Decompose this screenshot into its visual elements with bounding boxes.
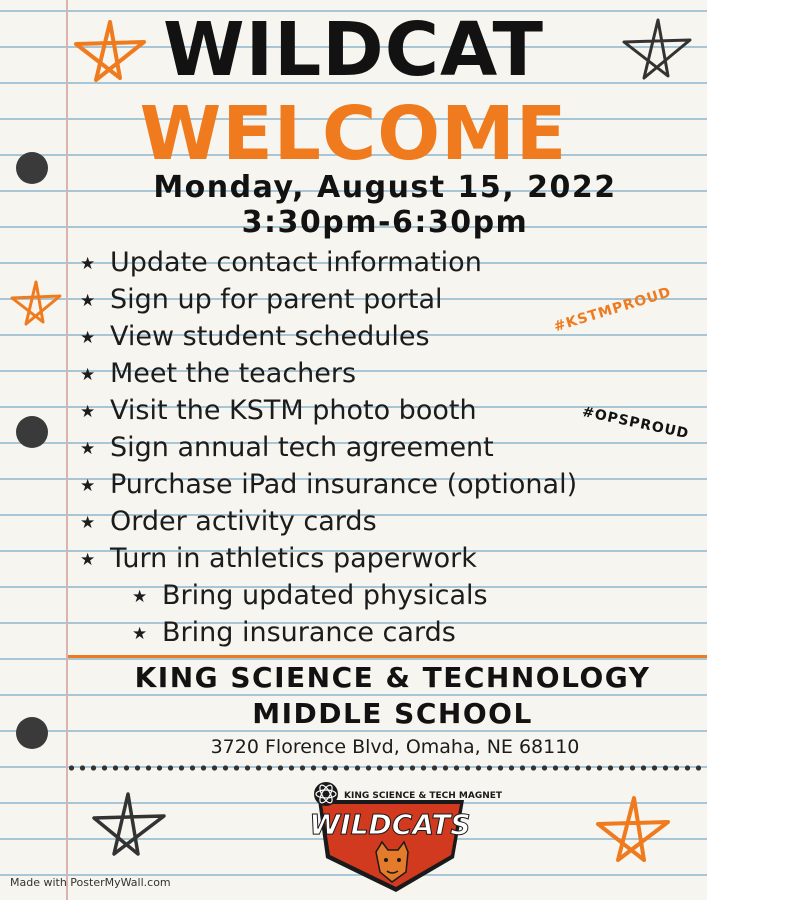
star-bullet-icon: ★ — [80, 439, 96, 459]
star-bullet-icon: ★ — [80, 402, 96, 422]
divider — [68, 655, 707, 658]
binder-hole — [16, 416, 48, 448]
hashtag-opsproud: #OPSPROUD — [580, 404, 691, 443]
star-bullet-icon: ★ — [80, 476, 96, 496]
list-item: ★ Update contact information — [80, 244, 577, 281]
star-bullet-icon: ★ — [80, 291, 96, 311]
list-item: ★ Sign up for parent portal — [80, 281, 577, 318]
logo-top-text: KING SCIENCE & TECH MAGNET — [344, 791, 503, 801]
list-item: ★ Order activity cards — [80, 503, 577, 540]
event-time: 3:30pm-6:30pm — [241, 205, 529, 240]
star-bullet-icon: ★ — [80, 365, 96, 385]
footer-credit: Made with PosterMyWall.com — [10, 876, 171, 889]
star-bullet-icon: ★ — [80, 550, 96, 570]
orange-star-doodle-icon — [592, 794, 672, 866]
orange-star-doodle-icon — [8, 280, 64, 326]
star-bullet-icon: ★ — [132, 587, 148, 607]
list-item: ★ View student schedules — [80, 318, 577, 355]
school-name-line2: MIDDLE SCHOOL — [252, 697, 533, 730]
list-item: ★ Sign annual tech agreement — [80, 429, 577, 466]
hashtag-kstmproud: #KSTMPROUD — [552, 284, 674, 336]
school-name-line1: KING SCIENCE & TECHNOLOGY — [134, 661, 651, 694]
sub-list-item: ★ Bring insurance cards — [80, 614, 577, 651]
list-item: ★ Turn in athletics paperwork — [80, 540, 577, 577]
title-wildcat: WILDCAT — [162, 7, 545, 93]
list-item: ★ Meet the teachers — [80, 355, 577, 392]
black-star-doodle-icon — [88, 790, 168, 860]
activity-list — [80, 244, 577, 651]
school-address: 3720 Florence Blvd, Omaha, NE 68110 — [210, 736, 580, 758]
list-item: ★ Visit the KSTM photo booth — [80, 392, 577, 429]
title-welcome: WELCOME — [139, 91, 568, 177]
dotted-divider — [66, 765, 707, 771]
wildcats-logo — [304, 776, 503, 894]
logo-wildcats-text: WILDCATS — [309, 808, 471, 841]
list-item: ★ Purchase iPad insurance (optional) — [80, 466, 577, 503]
star-bullet-icon: ★ — [80, 328, 96, 348]
event-date: Monday, August 15, 2022 — [153, 170, 617, 205]
star-bullet-icon: ★ — [132, 624, 148, 644]
star-bullet-icon: ★ — [80, 254, 96, 274]
star-bullet-icon: ★ — [80, 513, 96, 533]
sub-list-item: ★ Bring updated physicals — [80, 577, 577, 614]
